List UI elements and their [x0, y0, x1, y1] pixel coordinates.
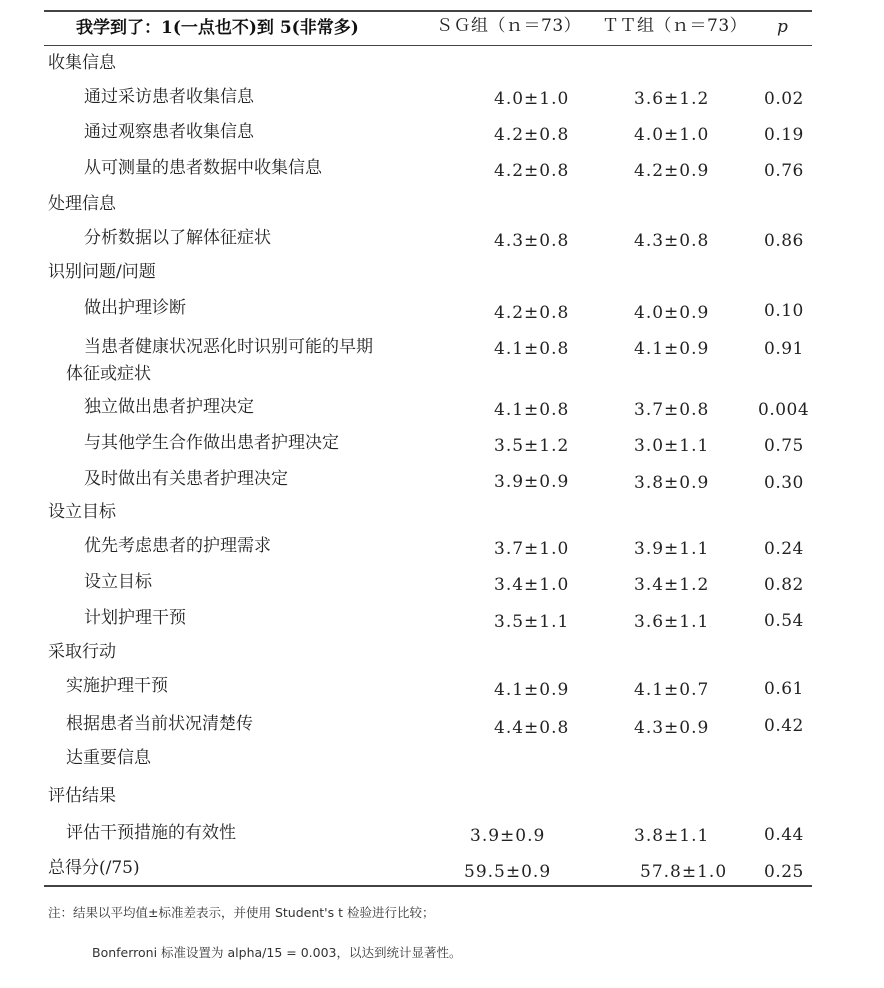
row-label: 与其他学生合作做出患者护理决定: [84, 433, 339, 453]
row-sg-value: 4.1±0.8: [494, 400, 570, 420]
row-p-value: 0.54: [764, 611, 804, 631]
row-p-value: 0.75: [764, 436, 804, 456]
row-sg-value: 3.5±1.1: [494, 612, 570, 632]
row-tt-value: 4.0±0.9: [634, 303, 710, 323]
row-sg-value: 3.9±0.9: [470, 826, 546, 846]
row-p-value: 0.004: [758, 400, 810, 420]
row-label: 通过采访患者收集信息: [84, 87, 254, 107]
total-sg-value: 59.5±0.9: [464, 862, 552, 882]
row-label: 优先考虑患者的护理需求: [84, 536, 271, 556]
table-top-rule: [44, 10, 812, 12]
row-label: 通过观察患者收集信息: [84, 122, 254, 142]
total-tt-value: 57.8±1.0: [640, 862, 728, 882]
row-label-continued: 体征或症状: [66, 364, 151, 384]
row-tt-value: 3.7±0.8: [634, 400, 710, 420]
row-label: 评估干预措施的有效性: [66, 823, 236, 843]
row-p-value: 0.30: [764, 473, 804, 493]
row-p-value: 0.76: [764, 161, 804, 181]
row-sg-value: 3.7±1.0: [494, 539, 570, 559]
row-tt-value: 4.3±0.8: [634, 231, 710, 251]
row-sg-value: 4.1±0.9: [494, 680, 570, 700]
row-label: 根据患者当前状况清楚传: [66, 714, 253, 734]
row-sg-value: 4.0±1.0: [494, 89, 570, 109]
table-note-line2: Bonferroni 标准设置为 alpha/15 = 0.003，以达到统计显著性。: [92, 945, 462, 960]
section-process: 处理信息: [48, 194, 116, 214]
row-p-value: 0.19: [764, 125, 804, 145]
row-p-value: 0.86: [764, 231, 804, 251]
row-sg-value: 4.2±0.8: [494, 303, 570, 323]
row-label: 实施护理干预: [66, 676, 168, 696]
row-label: 及时做出有关患者护理决定: [84, 469, 288, 489]
row-sg-value: 3.5±1.2: [494, 436, 570, 456]
row-tt-value: 3.6±1.1: [634, 612, 710, 632]
row-p-value: 0.24: [764, 539, 804, 559]
section-goals: 设立目标: [48, 502, 116, 522]
header-p-value: p: [777, 17, 788, 37]
row-p-value: 0.44: [764, 825, 804, 845]
total-score-label: 总得分(/75): [48, 858, 140, 878]
section-collect: 收集信息: [48, 53, 116, 73]
table-note-line1: 注：结果以平均值±标准差表示，并使用 Student's t 检验进行比较；: [48, 905, 435, 920]
row-tt-value: 3.0±1.1: [634, 436, 710, 456]
section-action: 采取行动: [48, 642, 116, 662]
header-sg-group: ＳＧ组（ｎ＝73）: [436, 16, 582, 36]
row-sg-value: 3.4±1.0: [494, 575, 570, 595]
row-label: 做出护理诊断: [84, 298, 186, 318]
row-tt-value: 3.6±1.2: [634, 89, 710, 109]
row-tt-value: 4.0±1.0: [634, 125, 710, 145]
row-tt-value: 4.2±0.9: [634, 161, 710, 181]
row-p-value: 0.91: [764, 339, 804, 359]
row-label: 从可测量的患者数据中收集信息: [84, 158, 322, 178]
row-tt-value: 4.3±0.9: [634, 718, 710, 738]
row-tt-value: 4.1±0.7: [634, 680, 710, 700]
row-p-value: 0.02: [764, 89, 804, 109]
header-item: 我学到了：1(一点也不)到 5(非常多): [76, 18, 359, 38]
row-p-value: 0.10: [764, 301, 804, 321]
row-tt-value: 3.8±1.1: [634, 826, 710, 846]
section-identify: 识别问题/问题: [48, 262, 156, 282]
section-evaluate: 评估结果: [48, 786, 116, 806]
total-p-value: 0.25: [764, 862, 804, 882]
row-label: 当患者健康状况恶化时识别可能的早期: [84, 337, 373, 357]
row-sg-value: 3.9±0.9: [494, 472, 570, 492]
row-label-continued: 达重要信息: [66, 748, 151, 768]
row-sg-value: 4.1±0.8: [494, 339, 570, 359]
row-sg-value: 4.3±0.8: [494, 231, 570, 251]
row-p-value: 0.42: [764, 716, 804, 736]
row-p-value: 0.82: [764, 575, 804, 595]
row-p-value: 0.61: [764, 679, 804, 699]
row-tt-value: 3.4±1.2: [634, 575, 710, 595]
table-header-rule: [44, 45, 812, 46]
row-label: 独立做出患者护理决定: [84, 397, 254, 417]
row-tt-value: 3.9±1.1: [634, 539, 710, 559]
row-label: 分析数据以了解体征症状: [84, 228, 271, 248]
header-tt-group: ＴＴ组（ｎ＝73）: [602, 16, 748, 36]
table-bottom-rule: [44, 885, 812, 887]
row-sg-value: 4.2±0.8: [494, 125, 570, 145]
row-tt-value: 4.1±0.9: [634, 339, 710, 359]
row-tt-value: 3.8±0.9: [634, 473, 710, 493]
row-label: 设立目标: [84, 572, 152, 592]
row-sg-value: 4.2±0.8: [494, 161, 570, 181]
row-sg-value: 4.4±0.8: [494, 718, 570, 738]
row-label: 计划护理干预: [84, 608, 186, 628]
